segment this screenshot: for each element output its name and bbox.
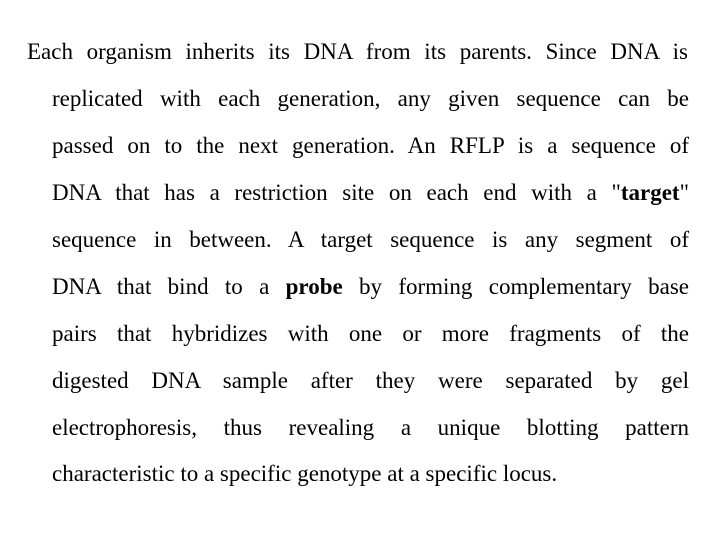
term-target: target [620, 180, 680, 205]
text-line-5: sequence in between. A target sequence is any segment of [52, 227, 689, 252]
text-line-8: digested DNA sample after they were separated by gel [52, 368, 689, 393]
text-line-10: characteristic to a specific genotype at a specific locus. [52, 461, 558, 486]
text-line-6 [52, 273, 689, 301]
text-line-4-part-a: DNA that has a restriction site on each end with a " [52, 180, 621, 205]
text-line-4 [52, 179, 689, 207]
text-line-6-part-b: by forming complementary base [342, 274, 689, 299]
text-line-7: pairs that hybridizes with one or more fragments of the [52, 321, 689, 346]
text-line-6-part-a: DNA that bind to a [52, 274, 286, 299]
text-line-4-part-b: " [679, 180, 689, 205]
text-line-3: passed on to the next generation. An RFLP is a sequence of [52, 133, 689, 158]
text-line-9: electrophoresis, thus revealing a unique blotting pattern [52, 415, 689, 440]
text-line-2: replicated with each generation, any given sequence can be [52, 86, 689, 111]
term-probe: probe [285, 274, 343, 299]
text-line-1: Each organism inherits its DNA from its parents. Since DNA is [27, 39, 688, 64]
